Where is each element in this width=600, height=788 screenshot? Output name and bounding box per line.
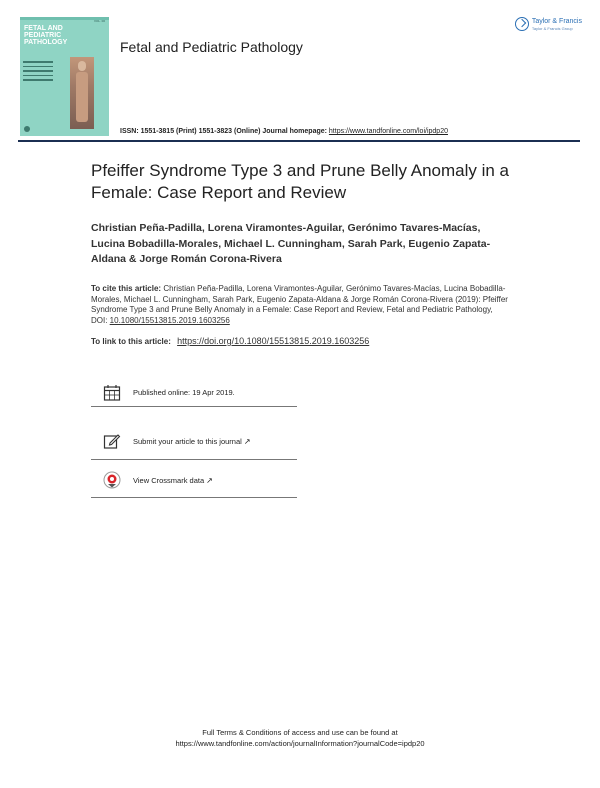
link-label: To link to this article: xyxy=(91,337,171,346)
publisher-logo-icon xyxy=(515,17,529,31)
journal-homepage-link[interactable]: https://www.tandfonline.com/loi/ipdp20 xyxy=(328,128,448,135)
journal-cover-image: VOL. 00 FETAL AND PEDIATRIC PATHOLOGY xyxy=(20,17,109,136)
citation-doi-link[interactable]: 10.1080/15513815.2019.1603256 xyxy=(109,315,230,325)
article-title: Pfeiffer Syndrome Type 3 and Prune Belly Anomaly in a Female: Case Report and Review xyxy=(91,161,510,202)
publisher-logo-subtext: Taylor & Francis Group xyxy=(531,25,573,31)
crossmark-icon xyxy=(101,469,123,491)
journal-title: Fetal and Pediatric Pathology xyxy=(120,39,303,55)
submit-article-row[interactable] xyxy=(91,423,297,460)
cover-photo xyxy=(70,57,94,129)
citation-block xyxy=(91,284,511,326)
publisher-logo xyxy=(515,17,582,31)
publisher-logo-text: Taylor & Francis xyxy=(531,17,582,25)
external-link-icon: ↗ xyxy=(206,475,213,485)
footer-terms-link[interactable]: https://www.tandfonline.com/action/journalInformation?journalCode=ipdp20 xyxy=(175,739,425,748)
citation-text: Christian Peña-Padilla, Lorena Viramontes-Aguilar, Gerónimo Tavares-Macías, Lucina Bobadilla-Morales, Michael L. Cunningham, Sarah Park, Eugenio Zapata-Aldana & Jorge Román Corona-Rivera (2019): Pfeiffer Syndrome Type 3 and Prune Belly Anomaly in a Female: Case Report and Review, Fetal and Pediatric Pathology, DOI: xyxy=(91,284,508,325)
crossmark-link[interactable]: View Crossmark data xyxy=(133,475,205,485)
submit-article-link[interactable]: Submit your article to this journal xyxy=(133,436,242,446)
header-divider xyxy=(18,140,580,142)
published-online-row xyxy=(91,379,297,407)
external-link-icon: ↗ xyxy=(243,436,251,446)
citation-label: To cite this article: xyxy=(91,284,162,293)
issn-line: ISSN: 1551-3815 (Print) 1551-3823 (Online) Journal homepage: https://www.tandfonline.com/loi/ipdp20 xyxy=(120,128,448,135)
cover-title: FETAL AND PEDIATRIC PATHOLOGY xyxy=(24,25,68,46)
edit-icon xyxy=(101,430,123,452)
article-doi-link[interactable]: https://doi.org/10.1080/15513815.2019.1603256 xyxy=(177,336,370,346)
article-authors: Christian Peña-Padilla, Lorena Viramontes-Aguilar, Gerónimo Tavares-Macías, Lucina Bobadilla-Morales, Michael L. Cunningham, Sarah Park, Eugenio Zapata-Aldana & Jorge Román Corona-Rivera xyxy=(91,222,491,265)
published-online-text: Published online: 19 Apr 2019. xyxy=(133,388,235,397)
calendar-icon xyxy=(101,382,123,404)
article-link-line xyxy=(91,336,369,346)
crossmark-row[interactable] xyxy=(91,463,297,498)
cover-publisher-logo xyxy=(24,126,30,132)
footer-terms-text: Full Terms & Conditions of access and use can be found at xyxy=(202,728,398,737)
footer xyxy=(0,727,600,749)
